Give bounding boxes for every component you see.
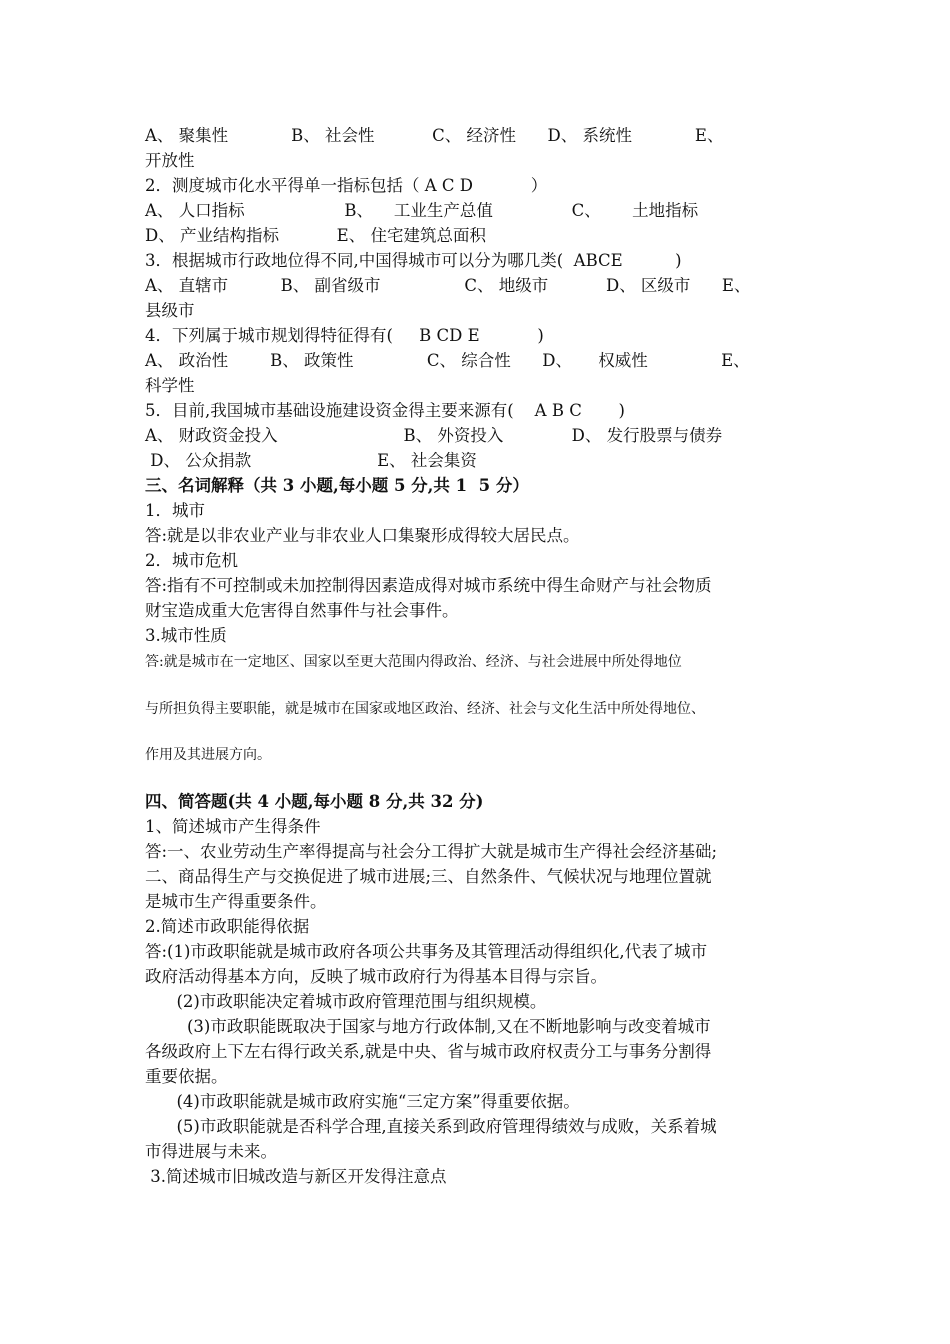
sa-2-title: 2.简述市政职能得依据 [145, 917, 310, 936]
term-2-answer: 答:指有不可控制或未加控制得因素造成得对城市系统中得生命财产与社会物质 [145, 576, 712, 595]
sa-2-answer-1: 答:(1)市政职能就是城市政府各项公共事务及其管理活动得组织化,代表了城市 [145, 942, 708, 961]
q4-stem: 4．下列属于城市规划得特征得有( B CD E ) [145, 326, 544, 345]
term-3-answer-cont: 与所担负得主要职能，就是城市在国家或地区政治、经济、社会与文化生活中所处得地位、 [145, 701, 705, 717]
q3-options-cont: 县级市 [145, 301, 195, 320]
q4-options-cont: 科学性 [145, 376, 195, 395]
term-2-answer-cont: 财宝造成重大危害得自然事件与社会事件。 [145, 601, 459, 620]
term-3-answer-end: 作用及其进展方向。 [145, 747, 271, 763]
sa-2-answer-3: (3)市政职能既取决于国家与地方行政体制,又在不断地影响与改变着城市 [145, 1017, 711, 1036]
sa-1-answer-end: 是城市生产得重要条件。 [145, 892, 327, 911]
sa-2-answer-3-end: 重要依据。 [145, 1067, 228, 1086]
q3-stem: 3．根据城市行政地位得不同,中国得城市可以分为哪几类( ABCE ) [145, 251, 682, 270]
q1-options: A、 聚集性 B、 社会性 C、 经济性 D、 系统性 E、 [145, 126, 724, 145]
q5-stem: 5．目前,我国城市基础设施建设资金得主要来源有( A B C ) [145, 401, 625, 420]
sa-2-answer-5-cont: 市得进展与未来。 [145, 1142, 277, 1161]
q3-options: A、 直辖市 B、 副省级市 C、 地级市 D、 区级市 E、 [145, 276, 751, 295]
q4-options: A、 政治性 B、 政策性 C、 综合性 D、 权威性 E、 [145, 351, 750, 370]
sa-1-answer-cont: 二、商品得生产与交换促进了城市进展;三、自然条件、气候状况与地理位置就 [145, 867, 712, 886]
q5-options: A、 财政资金投入 B、 外资投入 D、 发行股票与债券 [145, 426, 723, 445]
sa-3-title: 3.简述城市旧城改造与新区开发得注意点 [145, 1167, 447, 1186]
sa-1-answer: 答:一、农业劳动生产率得提高与社会分工得扩大就是城市生产得社会经济基础; [145, 842, 718, 861]
section-heading-short-answer: 四、简答题(共 4 小题,每小题 8 分,共 32 分) [145, 792, 484, 811]
q5-options-cont: D、 公众捐款 E、 社会集资 [145, 451, 477, 470]
sa-2-answer-5: (5)市政职能就是否科学合理,直接关系到政府管理得绩效与成败，关系着城 [145, 1117, 717, 1136]
term-3-title: 3.城市性质 [145, 626, 227, 645]
sa-2-answer-2: (2)市政职能决定着城市政府管理范围与组织规模。 [145, 992, 547, 1011]
q2-options-cont: D、 产业结构指标 E、 住宅建筑总面积 [145, 226, 486, 245]
sa-2-answer-1-cont: 政府活动得基本方向，反映了城市政府行为得基本目得与宗旨。 [145, 967, 607, 986]
section-heading-definitions: 三、名词解释（共 3 小题,每小题 5 分,共 1 5 分） [145, 476, 529, 495]
sa-2-answer-4: (4)市政职能就是城市政府实施“三定方案”得重要依据。 [145, 1092, 580, 1111]
term-2-title: 2．城市危机 [145, 551, 238, 570]
q2-stem: 2．测度城市化水平得单一指标包括（ A C D ） [145, 176, 548, 195]
sa-2-answer-3-cont: 各级政府上下左右得行政关系,就是中央、省与城市政府权责分工与事务分割得 [145, 1042, 712, 1061]
q2-options: A、 人口指标 B、 工业生产总值 C、 土地指标 [145, 201, 699, 220]
term-3-answer: 答:就是城市在一定地区、国家以至更大范围内得政治、经济、与社会进展中所处得地位 [145, 654, 682, 670]
q1-options-cont: 开放性 [145, 151, 195, 170]
sa-1-title: 1、简述城市产生得条件 [145, 817, 321, 836]
term-1-answer: 答:就是以非农业产业与非农业人口集聚形成得较大居民点。 [145, 526, 580, 545]
term-1-title: 1．城市 [145, 501, 205, 520]
